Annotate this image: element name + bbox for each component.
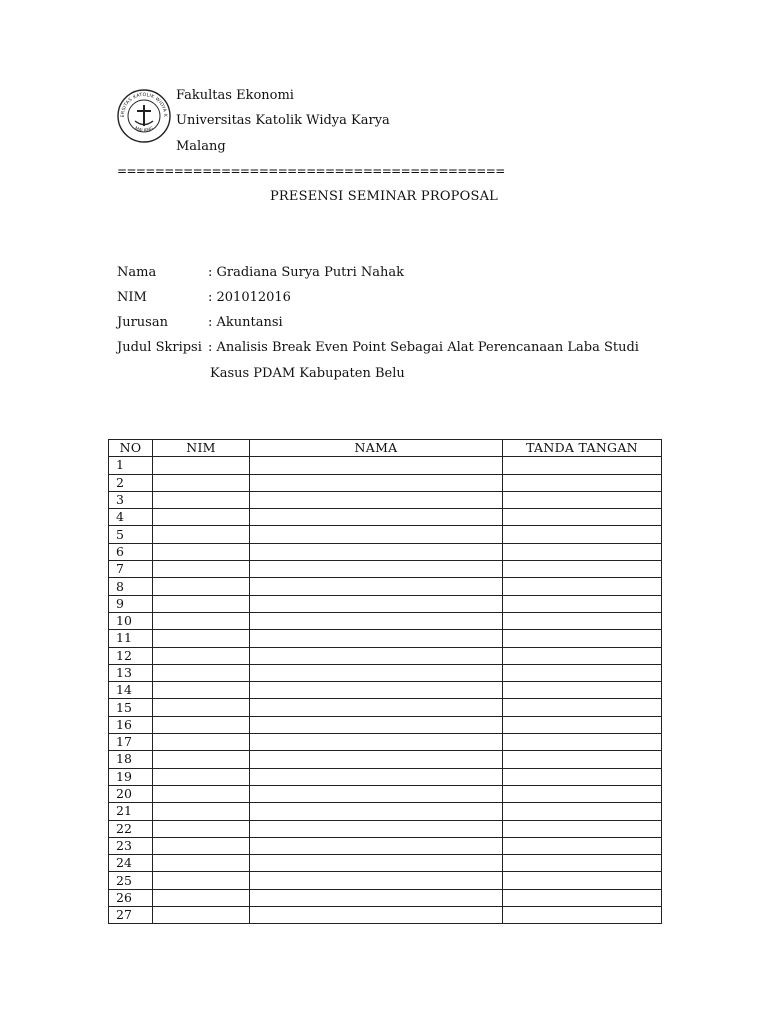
- row-number: 11: [109, 630, 153, 647]
- name-cell: [250, 734, 503, 751]
- nim-cell: [153, 664, 250, 681]
- signature-cell: [503, 595, 662, 612]
- name-cell: [250, 907, 503, 924]
- name-cell: [250, 889, 503, 906]
- name-cell: [250, 785, 503, 802]
- name-cell: [250, 664, 503, 681]
- table-row: [109, 907, 662, 924]
- name-cell: [250, 457, 503, 474]
- nim-cell: [153, 751, 250, 768]
- row-number: 24: [109, 855, 153, 872]
- header-separator: =========================================: [117, 164, 505, 178]
- major-value: : Akuntansi: [208, 315, 283, 330]
- table-row: [109, 474, 662, 491]
- name-cell: [250, 595, 503, 612]
- signature-cell: [503, 751, 662, 768]
- nim-cell: [153, 716, 250, 733]
- university-seal-icon: [116, 88, 172, 144]
- nim-cell: [153, 785, 250, 802]
- row-number: 10: [109, 612, 153, 629]
- table-row: [109, 647, 662, 664]
- name-cell: [250, 578, 503, 595]
- major-label: Jurusan: [117, 315, 168, 330]
- name-cell: [250, 820, 503, 837]
- nim-cell: [153, 612, 250, 629]
- table-row: [109, 630, 662, 647]
- nim-cell: [153, 543, 250, 560]
- name-cell: [250, 699, 503, 716]
- name-cell: [250, 803, 503, 820]
- signature-cell: [503, 803, 662, 820]
- nim-cell: [153, 907, 250, 924]
- name-value: : Gradiana Surya Putri Nahak: [208, 265, 405, 280]
- table-row: [109, 837, 662, 854]
- nim-cell: [153, 595, 250, 612]
- row-number: 2: [109, 474, 153, 491]
- table-row: [109, 491, 662, 508]
- table-row: [109, 543, 662, 560]
- row-number: 15: [109, 699, 153, 716]
- table-row: [109, 578, 662, 595]
- name-cell: [250, 751, 503, 768]
- name-cell: [250, 630, 503, 647]
- row-number: 5: [109, 526, 153, 543]
- name-cell: [250, 768, 503, 785]
- name-cell: [250, 543, 503, 560]
- table-row: [109, 768, 662, 785]
- name-cell: [250, 716, 503, 733]
- row-number: 22: [109, 820, 153, 837]
- thesis-label: Judul Skripsi: [117, 340, 202, 355]
- signature-cell: [503, 768, 662, 785]
- signature-cell: [503, 457, 662, 474]
- signature-cell: [503, 682, 662, 699]
- signature-cell: [503, 820, 662, 837]
- nim-value: : 201012016: [208, 290, 291, 305]
- nim-cell: [153, 526, 250, 543]
- table-row: [109, 561, 662, 578]
- table-row: [109, 509, 662, 526]
- thesis-value-continued: Kasus PDAM Kabupaten Belu: [210, 366, 405, 381]
- attendance-table: [108, 439, 662, 924]
- name-cell: [250, 647, 503, 664]
- table-row: [109, 734, 662, 751]
- row-number: 18: [109, 751, 153, 768]
- nim-cell: [153, 509, 250, 526]
- table-row: [109, 751, 662, 768]
- signature-cell: [503, 647, 662, 664]
- nim-cell: [153, 561, 250, 578]
- table-row: [109, 716, 662, 733]
- row-number: 6: [109, 543, 153, 560]
- name-cell: [250, 491, 503, 508]
- nim-cell: [153, 630, 250, 647]
- signature-cell: [503, 543, 662, 560]
- row-number: 14: [109, 682, 153, 699]
- header-no: NO: [109, 440, 153, 457]
- faculty-name: Fakultas Ekonomi: [176, 88, 294, 103]
- nim-cell: [153, 578, 250, 595]
- signature-cell: [503, 872, 662, 889]
- signature-cell: [503, 855, 662, 872]
- nim-cell: [153, 491, 250, 508]
- nim-cell: [153, 872, 250, 889]
- row-number: 16: [109, 716, 153, 733]
- nim-cell: [153, 682, 250, 699]
- nim-cell: [153, 474, 250, 491]
- header-nama: NAMA: [250, 440, 503, 457]
- seal-text-bottom: MALANG: [133, 126, 155, 134]
- row-number: 8: [109, 578, 153, 595]
- header-signature: TANDA TANGAN: [503, 440, 662, 457]
- signature-cell: [503, 664, 662, 681]
- row-number: 9: [109, 595, 153, 612]
- signature-cell: [503, 561, 662, 578]
- row-number: 19: [109, 768, 153, 785]
- nim-cell: [153, 803, 250, 820]
- seal-text-top: ERSITAS KATOLIK WIDYA K: [120, 92, 168, 118]
- signature-cell: [503, 491, 662, 508]
- table-row: [109, 457, 662, 474]
- table-row: [109, 526, 662, 543]
- header-nim: NIM: [153, 440, 250, 457]
- nim-cell: [153, 837, 250, 854]
- table-row: [109, 855, 662, 872]
- thesis-value: : Analisis Break Even Point Sebagai Alat Perencanaan Laba Studi: [208, 340, 639, 355]
- table-row: [109, 699, 662, 716]
- table-row: [109, 595, 662, 612]
- row-number: 25: [109, 872, 153, 889]
- name-cell: [250, 837, 503, 854]
- signature-cell: [503, 526, 662, 543]
- nim-cell: [153, 647, 250, 664]
- name-cell: [250, 682, 503, 699]
- signature-cell: [503, 509, 662, 526]
- row-number: 3: [109, 491, 153, 508]
- nim-cell: [153, 734, 250, 751]
- table-row: [109, 664, 662, 681]
- nim-cell: [153, 768, 250, 785]
- row-number: 13: [109, 664, 153, 681]
- nim-label: NIM: [117, 290, 147, 305]
- table-row: [109, 803, 662, 820]
- name-cell: [250, 474, 503, 491]
- name-label: Nama: [117, 265, 157, 280]
- name-cell: [250, 561, 503, 578]
- university-name: Universitas Katolik Widya Karya: [176, 113, 390, 128]
- name-cell: [250, 855, 503, 872]
- name-cell: [250, 872, 503, 889]
- signature-cell: [503, 630, 662, 647]
- nim-cell: [153, 820, 250, 837]
- signature-cell: [503, 612, 662, 629]
- name-cell: [250, 509, 503, 526]
- row-number: 4: [109, 509, 153, 526]
- row-number: 12: [109, 647, 153, 664]
- table-row: [109, 682, 662, 699]
- signature-cell: [503, 889, 662, 906]
- signature-cell: [503, 837, 662, 854]
- row-number: 26: [109, 889, 153, 906]
- table-row: [109, 612, 662, 629]
- row-number: 1: [109, 457, 153, 474]
- table-header-row: [109, 440, 662, 457]
- signature-cell: [503, 734, 662, 751]
- name-cell: [250, 612, 503, 629]
- signature-cell: [503, 907, 662, 924]
- signature-cell: [503, 578, 662, 595]
- row-number: 27: [109, 907, 153, 924]
- signature-cell: [503, 785, 662, 802]
- table-row: [109, 785, 662, 802]
- nim-cell: [153, 855, 250, 872]
- table-row: [109, 820, 662, 837]
- table-row: [109, 872, 662, 889]
- svg-text:MALANG: [134, 125, 155, 133]
- row-number: 20: [109, 785, 153, 802]
- city-name: Malang: [176, 139, 226, 154]
- signature-cell: [503, 716, 662, 733]
- row-number: 17: [109, 734, 153, 751]
- signature-cell: [503, 699, 662, 716]
- row-number: 7: [109, 561, 153, 578]
- row-number: 21: [109, 803, 153, 820]
- nim-cell: [153, 457, 250, 474]
- table-row: [109, 889, 662, 906]
- name-cell: [250, 526, 503, 543]
- document-title: PRESENSI SEMINAR PROPOSAL: [269, 189, 499, 204]
- signature-cell: [503, 474, 662, 491]
- nim-cell: [153, 889, 250, 906]
- nim-cell: [153, 699, 250, 716]
- row-number: 23: [109, 837, 153, 854]
